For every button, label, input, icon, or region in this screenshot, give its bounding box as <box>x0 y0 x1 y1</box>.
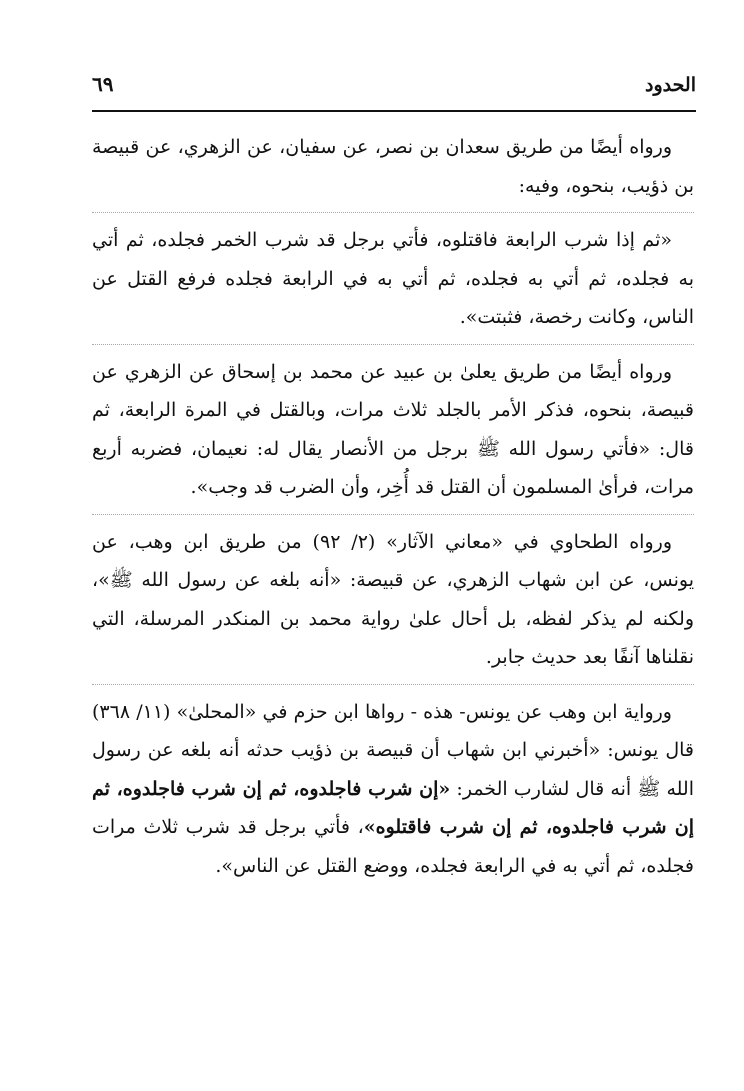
chapter-title: الحدود <box>645 74 696 96</box>
paragraph-2: «ثم إذا شرب الرابعة فاقتلوه، فأتي برجل قد شرب الخمر فجلده، ثم أتي به فجلده، ثم أتي به فجلده، ثم أتي به في الرابعة فجلده فرفع القتل عن الناس، وكانت رخصة، فثبتت». <box>92 229 694 328</box>
paragraph-5 <box>92 693 694 886</box>
paragraph-4: ورواه الطحاوي في «معاني الآثار» (٢/ ٩٢) من طريق ابن وهب، عن يونس، عن ابن شهاب الزهري، عن قبيصة: «أنه بلغه عن رسول الله ﷺ»، ولكنه لم يذكر لفظه، بل أحال علىٰ رواية محمد بن المنكدر المرسلة، التي نقلناها آنفًا بعد حديث جابر. <box>92 530 694 668</box>
page-body <box>92 128 694 885</box>
paragraph-divider <box>92 344 694 345</box>
paragraph-1: ورواه أيضًا من طريق سعدان بن نصر، عن سفيان، عن الزهري، عن قبيصة بن ذؤيب، بنحوه، وفيه: <box>92 136 694 197</box>
page-header <box>92 70 696 104</box>
paragraph-divider <box>92 684 694 685</box>
paragraph-5-ending: ، فأتي برجل قد شرب ثلاث مرات فجلده، ثم أتي به في الرابعة فجلده، ووضع القتل عن الناس». <box>92 816 694 877</box>
hadith-quote-bold: «إن شرب فاجلدوه، ثم إن شرب فاجلدوه، ثم إن شرب فاجلدوه، ثم إن شرب فاقتلوه» <box>92 777 694 838</box>
paragraph-3: ورواه أيضًا من طريق يعلىٰ بن عبيد عن محمد بن إسحاق عن الزهري عن قبيصة، بنحوه، فذكر الأمر بالجلد ثلاث مرات، وبالقتل في المرة الرابعة، ثم قال: «فأتي رسول الله ﷺ برجل من الأنصار يقال له: نعيمان، فضربه أربع مرات، فرأىٰ المسلمون أن القتل قد أُخِر، وأن الضرب قد وجب». <box>92 360 694 498</box>
header-rule <box>92 110 696 112</box>
page-number: ٦٩ <box>92 72 114 96</box>
paragraph-divider <box>92 514 694 515</box>
paragraph-5-intro: ورواية ابن وهب عن يونس- هذه - رواها ابن حزم في «المحلىٰ» (١١/ ٣٦٨) قال يونس: «أخبرني ابن شهاب أن قبيصة بن ذؤيب حدثه أنه بلغه عن رسول الله ﷺ أنه قال لشارب الخمر: <box>92 700 694 800</box>
paragraph-divider <box>92 212 694 213</box>
